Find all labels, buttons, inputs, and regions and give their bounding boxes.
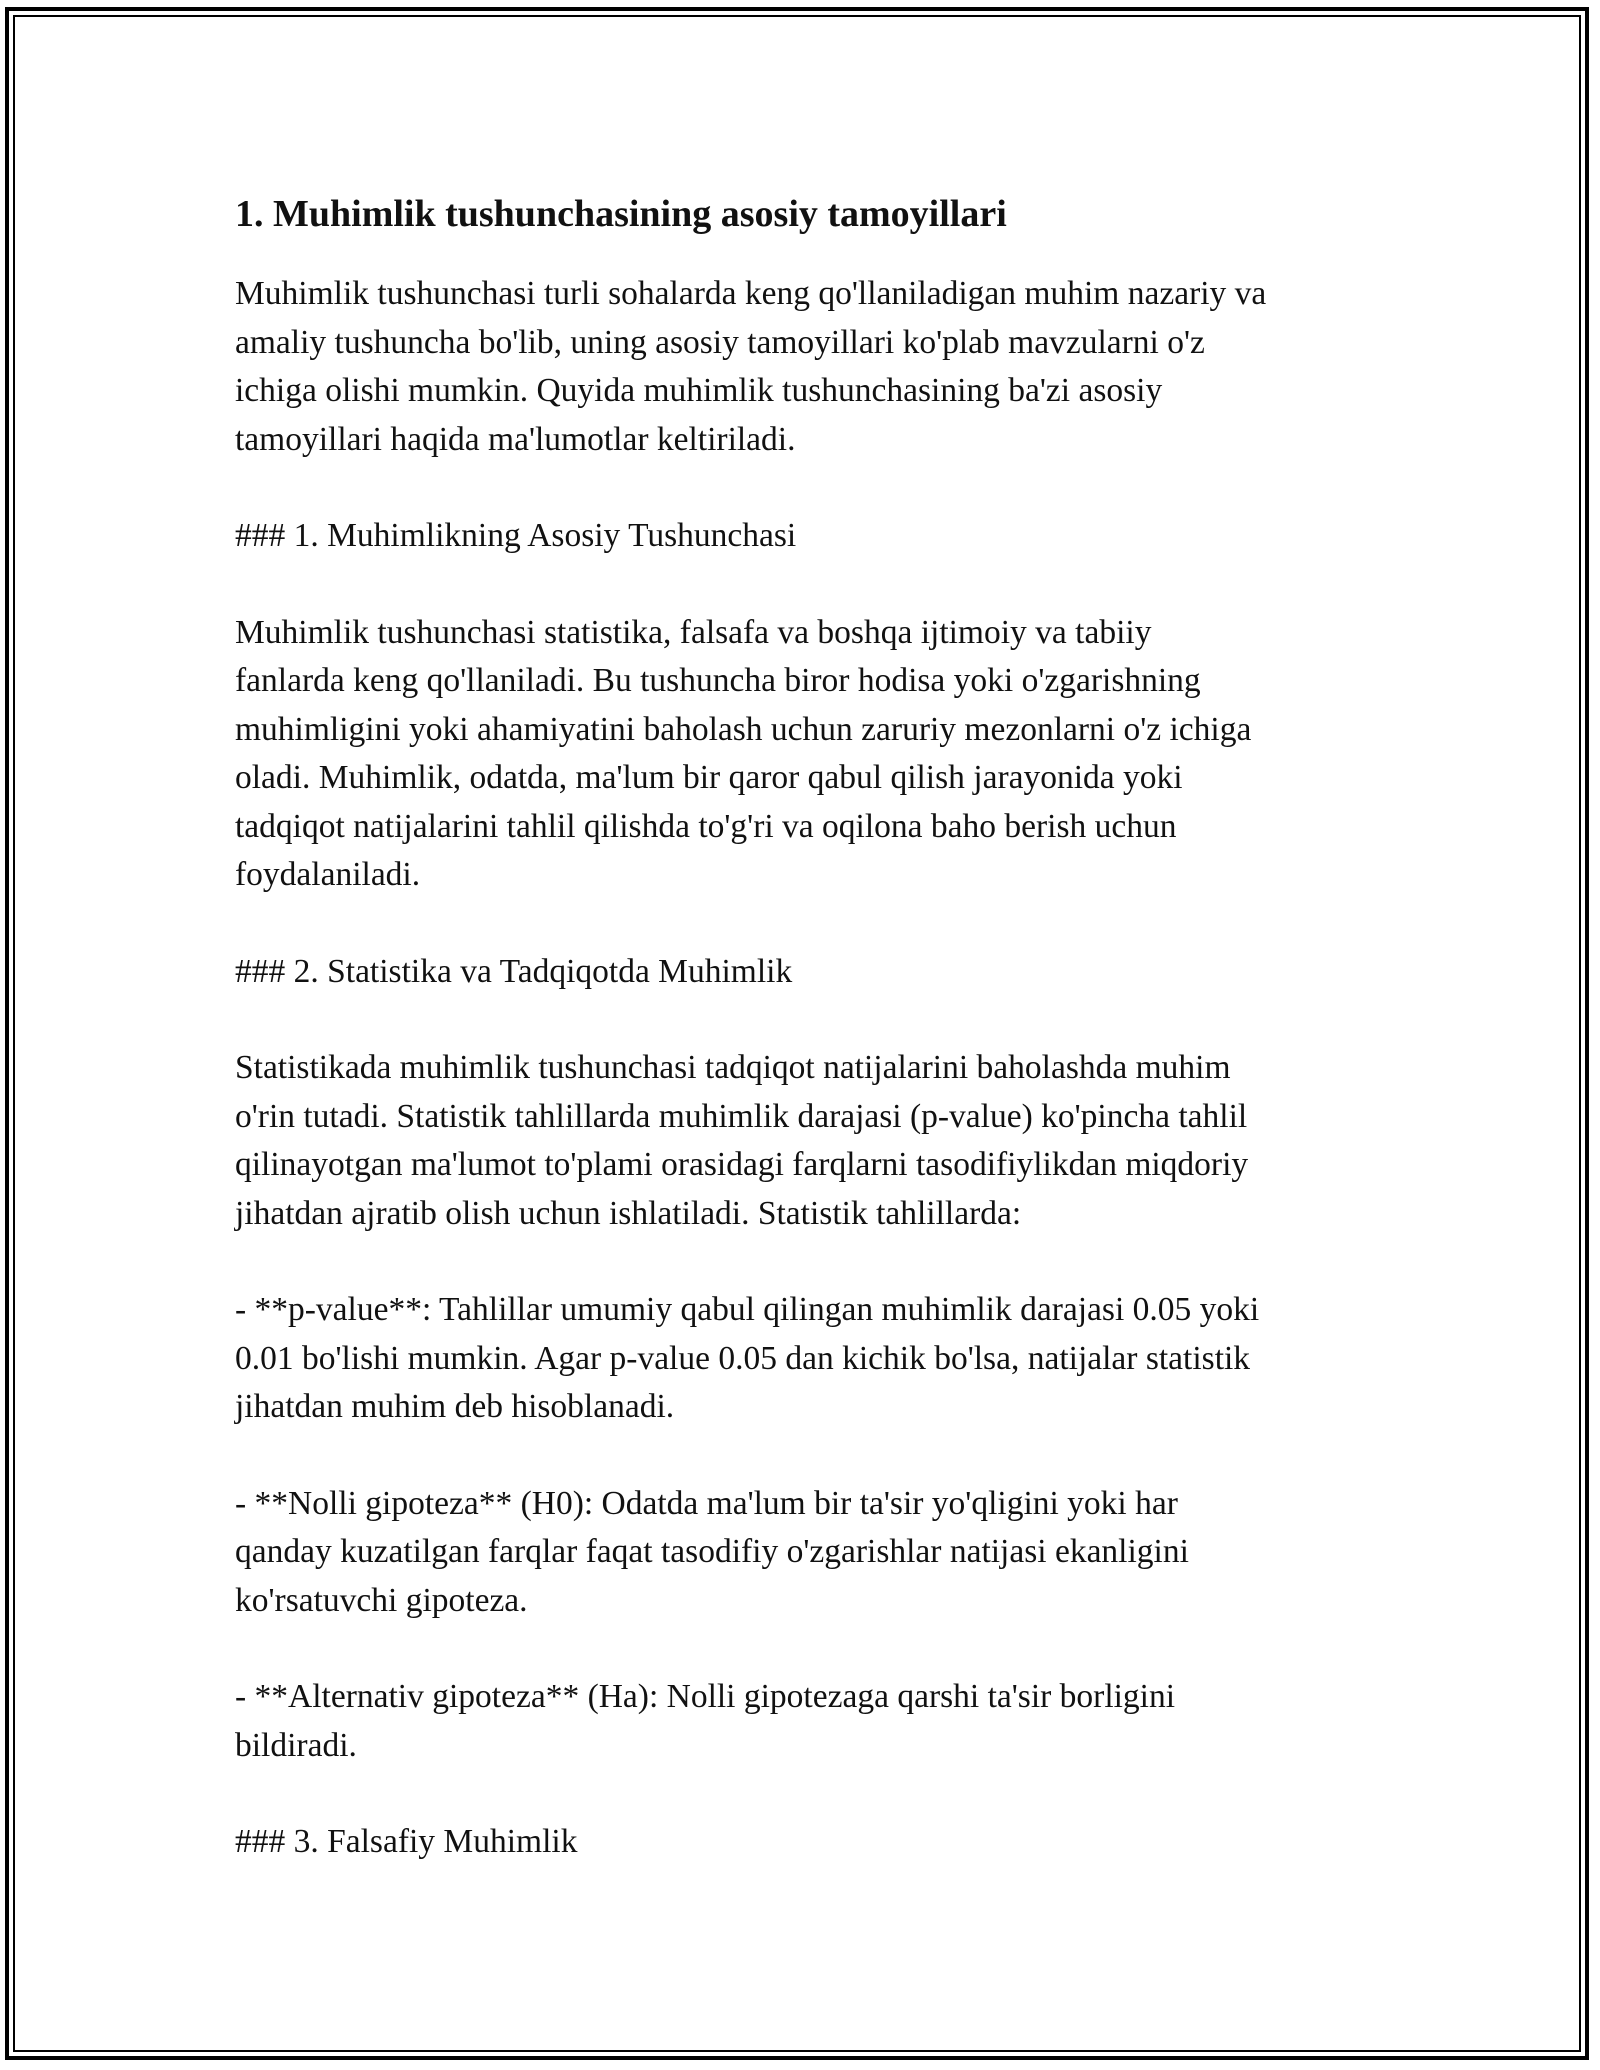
section-heading-1: ### 1. Muhimlikning Asosiy Tushunchasi [235, 517, 797, 554]
list-item-null-hypothesis: - **Nolli gipoteza** (H0): Odatda ma'lum bir ta'sir yo'qligini yoki har qanday kuzatilgan farqlar faqat tasodifiy o'zgarishlar natijasi ekanligini ko'rsatuvchi gipoteza. [235, 1484, 1189, 1619]
section-1-paragraph: Muhimlik tushunchasi statistika, falsafa va boshqa ijtimoiy va tabiiy fanlarda keng qo'llaniladi. Bu tushuncha biror hodisa yoki o'zgarishning muhimligini yoki ahamiyatini baholash uchun zaruriy mezonlarni o'z ichiga oladi. Muhimlik, odatda, ma'lum bir qaror qabul qilish jarayonida yoki tadqiqot natijalarini tahlil qilishda to'g'ri va oqilona baho berish uchun foydalaniladi. [235, 613, 1252, 893]
section-heading-2: ### 2. Statistika va Tadqiqotda Muhimlik [235, 952, 793, 990]
section-2-paragraph: Statistikada muhimlik tushunchasi tadqiqot natijalarini baholashda muhim o'rin tutadi. Statistik tahlillarda muhimlik darajasi (p-value) ko'pincha tahlil qilinayotgan ma'lumot to'plami orasidagi farqlarni tasodifiylikdan miqdoriy jihatdan ajratib olish uchun ishlatiladi. Statistik tahlillarda: [235, 1049, 1249, 1232]
list-item-p-value: - **p-value**: Tahlillar umumiy qabul qilingan muhimlik darajasi 0.05 yoki 0.01 bo'lishi mumkin. Agar p-value 0.05 dan kichik bo'lsa, natijalar statistik jihatdan muhim deb hisoblanadi. [235, 1291, 1260, 1425]
intro-paragraph: Muhimlik tushunchasi turli sohalarda keng qo'llaniladigan muhim nazariy va amaliy tushuncha bo'lib, uning asosiy tamoyillari ko'plab mavzularni o'z ichiga olishi mumkin. Quyida muhimlik tushunchasining ba'zi asosiy tamoyillari haqida ma'lumotlar keltiriladi. [235, 275, 1267, 458]
list-item-alternative-hypothesis: - **Alternativ gipoteza** (Ha): Nolli gipotezaga qarshi ta'sir borligini bildiradi. [235, 1678, 1176, 1764]
page-title: 1. Muhimlik tushunchasining asosiy tamoyillari [235, 193, 1007, 235]
document-body [235, 186, 1370, 1867]
section-heading-3: ### 3. Falsafiy Muhimlik [235, 1823, 578, 1860]
